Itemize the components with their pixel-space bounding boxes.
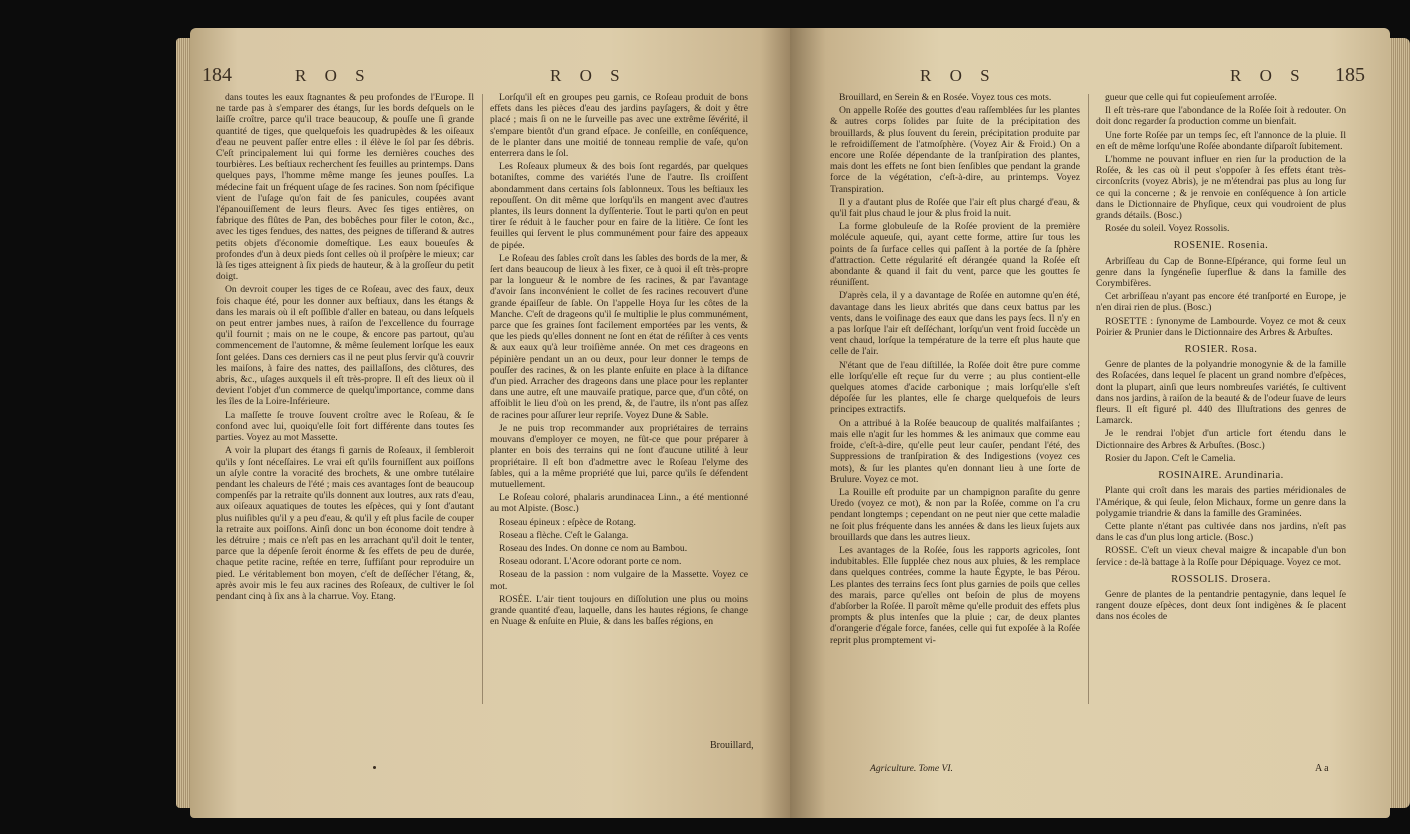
paragraph: Genre de plantes de la polyandrie monogynie & de la famille des Roſacées, dans lequel ſe placent un grand nombre d'eſpèces, dont la plupart, ainſi que leurs nombreuſes variétés, ſe cultivent dans nos jardins, à raiſon de la beauté & de l'odeur ſuave de leurs fleurs. Il eſt figuré pl. 440 des Illuſtrations des genres de Lamarck. [1096,359,1346,427]
paragraph: Les avantages de la Roſée, ſous les rapports agricoles, ſont indubitables. Elle ſupplée chez nous aux pluies, & les remplace dans quelques contrées, comme la haute Égypte, le bas Pérou. Les plantes des terrains ſecs ſont plus garnies de poils que celles des marais, parce qu'elles ont beſoin de plus de moyens d'abſorber la Roſée. Il paroît même qu'elle produit des effets plus prompts & plus intenſes que la pluie ; car, de deux plantes d'orangerie d'égale force, fanées, celle qui fut expoſée à la Roſée reprit plus promptement vi- [830,544,1080,646]
paragraph: Cette plante n'étant pas cultivée dans nos jardins, n'eſt pas dans le cas d'un plus long article. (Bosc.) [1096,520,1346,544]
paragraph: Cet arbriſſeau n'ayant pas encore été tranſporté en Europe, je n'en dirai rien de plus. (Bosc.) [1096,291,1346,314]
paragraph: Je le rendrai l'objet d'un article fort étendu dans le Dictionnaire des Arbres & Arbuſtes. (Bosc.) [1096,428,1346,451]
running-header: R O S [1230,66,1307,85]
paragraph: Roseau a flèche. C'eſt le Galanga. [499,529,629,541]
paragraph: Roseau épineux : eſpèce de Rotang. [499,516,636,528]
paragraph: Lorſqu'il eſt en groupes peu garnis, ce Roſeau produit de bons effets dans les pièces d'eau des jardins payſagers, & doit y être placé ; mais ſi on ne le ſurveille pas avec une extrême ſévérité, il s'empare bientôt d'un grand eſpace. Je conſeille, en conſéquence, de le planter dans une moitié de tonneau remplie de vaſe, qu'on enterrera dans le ſol. [490,92,748,160]
catchword: Brouillard, [710,740,754,751]
footer-title: Agriculture. Tome VI. [870,763,953,774]
article-heading: ROSSOLIS. Drosera. [1171,573,1271,585]
paragraph: Roseau de la passion : nom vulgaire de la Massette. Voyez ce mot. [490,569,748,592]
paragraph: On devroit couper les tiges de ce Roſeau, avec des faux, deux fois chaque été, pour les donner aux beſtiaux, dans les étangs & dans les marais où il eſt poſſible d'aller en bateau, ou dans leſquels on peut entrer jambes nues, à raiſon de l'excellence du fourrage qu'il fournit ; mais on ne le coupe, & encore pas partout, qu'au commencement de l'automne, & même ſeulement lorſque les eaux ſont gelées. Dans ces derniers cas il ne peut plus ſervir qu'à couvrir les maiſons, à faire des nattes, des paillaſſons, des clôtures, des abris, &c., uſages auxquels il eſt très-propre. Il eſt des lieux où il devient l'objet d'un commerce de quelqu'importance, comme dans les îles de la Loire-Inférieure. [216,284,474,408]
text-column-2 [1096,92,1346,625]
paragraph: Une forte Roſée par un temps ſec, eſt l'annonce de la pluie. Il en eſt de même lorſqu'une Roſée abondante diſparoît ſubitement. [1096,129,1346,152]
paragraph: Le Roſeau des ſables croît dans les ſables des bords de la mer, & ſert dans beaucoup de lieux à les fixer, ce à quoi il eſt très-propre par la longueur & le nombre de ſes racines, & par l'avantage d'avoir ſans inconvénient le collet de ſes racines recouvert d'une grande épaiſſeur de ſable. On l'appelle Hoya ſur les côtes de la Manche. C'eſt de drageons qu'il ſe multiplie le plus communément, parce que ſes graines ſont facilement emportées par les vents, & que les pieds qu'elles donnent ne ſont en état de réſiſter à ces vents & aux eaux qu'à leur troiſième année. On met ces drageons en pépinière pendant un an ou deux, pour leur donner le temps de pouſſer des racines, & on les plante enſuite en place à la diſtance d'un pied. Arracher des drageons dans une place pour les replanter dans une autre, eſt une mauvaiſe pratique, parce que, d'un côté, on affoiblit le lieu d'où on les prend, &, de l'autre, ils n'ont pas aſſez de racines pour aſſurer leur repriſe. Voyez Dune & Sable. [490,252,748,421]
article-heading: ROSENIE. Rosenia. [1173,240,1269,252]
paragraph: L'homme ne pouvant influer en rien ſur la production de la Roſée, & les cas où il peut s'oppoſer à ſes effets étant très-circonſcrits (voyez Abris), je ne m'étendrai pas plus au long ſur ce qui la concerne ; & je renvoie en conſéquence à ſon article dans le Dictionnaire de Phyſique, ceux qui voudroient de plus grands détails. (Bosc.) [1096,154,1346,222]
paragraph: Roseau des Indes. On donne ce nom au Bambou. [499,542,688,554]
text-column-2 [490,92,748,629]
paragraph: ROSSE. C'eſt un vieux cheval maigre & incapable d'un bon ſervice : de-là battage à la Roſſe pour Dépiquage. Voyez ce mot. [1096,545,1346,568]
paragraph: Roseau odorant. L'Acore odorant porte ce nom. [499,556,682,568]
open-book [120,8,1365,834]
running-header: R O S [295,66,372,85]
paragraph: dans toutes les eaux ſtagnantes & peu profondes de l'Europe. Il ne tarde pas à s'emparer des étangs, ſur les bords deſquels on le laiſſe croître, parce qu'il trace beaucoup, & pouſſe une ſi grande quantité de tiges, que quelquefois les quadrupèdes & les oiſeaux d'eau ne peuvent paſſer entre elles : il élève le ſol par ſes débris. C'eſt principalement lui qui forme les dernières couches des tourbières. Les beſtiaux recherchent ſes feuilles au printemps. Dans quelques pays, l'homme même mange ſes jeunes pouſſes. La médecine fait un fréquent uſage de ſes racines. Son nom ſpécifique vient de l'uſage qu'on fait de ſes panicules, coupées avant l'épanouiſſement de leurs fleurs. Avec ſes tiges entières, on fabrique des flûtes de Pan, des bobêches pour filer le coton, &c., avec les tiges fendues, des nattes, des peignes de tiſſerand & autres petits objets d'économie domeſtique. Les eaux boueuſes & profondes d'un à deux pieds ſont celles où il proſpère le mieux; car là ſes tiges atteignent à ſix pieds de hauteur, & à la groſſeur du petit doigt. [216,92,474,283]
paragraph: Plante qui croît dans les marais des parties méridionales de l'Amérique, & qui ſeule, ſelon Michaux, forme un genre dans la polygamie triandrie & dans la famille des Graminées. [1096,485,1346,519]
paragraph: Il eſt très-rare que l'abondance de la Roſée ſoit à redouter. On doit donc regarder ſa production comme un bienfait. [1096,105,1346,128]
paragraph: Arbriſſeau du Cap de Bonne-Eſpérance, qui forme ſeul un genre dans la ſyngéneſie ſuperflue & dans la famille des Corymbifères. [1096,255,1346,290]
paragraph: Rosier du Japon. C'eſt le Camelia. [1105,452,1236,464]
article-heading: ROSIER. Rosa. [1184,344,1258,356]
right-page-edges [1390,38,1410,808]
paragraph: La Rouille eſt produite par un champignon paraſite du genre Uredo (voyez ce mot), & non par la Roſée, comme on l'a cru pendant longtemps ; cependant on ne peut nier que cette maladie ne ſoit plus fréquente dans les années & dans les lieux ſujets aux brouillards que dans les autres lieux. [830,486,1080,543]
paragraph: Le Roſeau coloré, phalaris arundinacea Linn., a été mentionné au mot Alpiste. (Bosc.) [490,492,748,515]
signature-mark: A a [1315,763,1329,774]
paragraph: N'étant que de l'eau diſtillée, la Roſée doit être pure comme elle lorſqu'elle eſt reçue ſur du verre ; au plus contient-elle quelques atomes d'acide carbonique ; mais lorſqu'elle s'eſt dépoſée ſur les plantes, elle ſe charge quelquefois de leurs principes extractifs. [830,359,1080,416]
paragraph: Il y a d'autant plus de Roſée que l'air eſt plus chargé d'eau, & qu'il fait plus chaud le jour & plus froid la nuit. [830,196,1080,220]
column-rule [482,94,483,704]
article-heading: ROSINAIRE. Arundinaria. [1158,470,1284,482]
running-header: R O S [920,66,997,85]
page-number: 184 [202,64,232,86]
left-page [190,28,790,818]
paragraph: Rosée du soleil. Voyez Rossolis. [1105,223,1230,235]
paragraph: Les Roſeaux plumeux & des bois ſont regardés, par quelques botaniſtes, comme des variétés l'une de l'autre. Ils croiſſent abondamment dans certains ſols ſablonneux. Tous les beſtiaux les repouſſent. On dit même que lorſqu'ils en mangent avec d'autres plantes, ils leurs donnent la dyſſenterie. Tout le parti qu'on en peut tirer ſe réduit à le faucher pour en faire de la litière. Ce ſont les feuilles qui ſervent le plus communément pour faire des appeaux de pipée. [490,161,748,251]
paragraph: D'après cela, il y a davantage de Roſée en automne qu'en été, davantage dans les lieux abrités que dans ceux battus par les vents, dans le voiſinage des eaux que dans les pays ſecs. Il n'y en a pas lorſque l'air eſt deſſéchant, lorſqu'un vent froid ſuccède un vent chaud, lorſque la température de la terre eſt plus haute que celle de l'air. [830,290,1080,358]
paragraph: Genre de plantes de la pentandrie pentagynie, dans lequel ſe rangent douze eſpèces, dont deux ſont indigènes & ſe placent dans nos écoles de [1096,588,1346,623]
paragraph: La maſſette ſe trouve ſouvent croître avec le Roſeau, & ſe confond avec lui, quoiqu'elle ſoit fort différente dans toutes ſes parties. Voyez au mot Massette. [216,409,474,444]
left-page-edges [176,38,190,808]
text-column-1 [830,92,1080,648]
printer-mark [373,766,376,769]
paragraph: ROSETTE : ſynonyme de Lambourde. Voyez ce mot & ceux Poirier & Prunier dans le Dictionnaire des Arbres & Arbuſtes. [1096,315,1346,338]
text-column-1 [216,92,474,604]
right-page [790,28,1390,818]
paragraph: ROSÉE. L'air tient toujours en diſſolution une plus ou moins grande quantité d'eau, laquelle, dans les hautes régions, ſe change en Nuage & enſuite en Pluie, & dans les baſſes régions, en [490,593,748,628]
paragraph: On appelle Roſée des gouttes d'eau raſſemblées ſur les plantes & autres corps ſolides par ſuite de la précipitation des brouillards, & plus ſouvent du ſerein, précipitation produite par le refroidiſſement de l'atmoſphère. (Voyez Air & Froid.) On a encore une Roſée dépendante de la tranſpiration des plantes, mais dont les effets ne ſont bien ſenſibles que pendant la grande force de la végétation, c'eſt-à-dire, au printemps. Voyez Transpiration. [830,105,1080,195]
paragraph: gueur que celle qui fut copieuſement arroſée. [1105,92,1277,103]
paragraph: La forme globuleuſe de la Roſée provient de la première molécule aqueuſe, qui, ayant cette forme, attire ſur tous les points de ſa ſurface celles qui paſſent à la portée de ſa ſphère d'attraction. Cette régularité eſt dérangée quand la Roſée eſt abondante & quand il fait du vent, parce que les gouttes ſe réuniſſent. [830,221,1080,289]
paragraph: Je ne puis trop recommander aux propriétaires de terrains mouvans d'employer ce moyen, ne fût-ce que pour préparer à planter en bois des terrains qui ne ſont d'aucune utilité à leur propriétaire. Il eſt bon d'admettre avec le Roſeau l'elyme des ſables, qui a la même propriété que lui, parce qu'ils ſe défendent mutuellement. [490,422,748,490]
paragraph: Brouillard, en Serein & en Rosée. Voyez tous ces mots. [839,92,1052,103]
column-rule [1088,94,1089,704]
page-number: 185 [1335,64,1365,86]
paragraph: A voir la plupart des étangs fi garnis de Roſeaux, il ſembleroit qu'ils y ſont néceſſaires. Le vrai eſt qu'ils fourniſſent aux poiſſons un aſyle contre la voracité des brochets, & une ombre tutélaire pendant les chaleurs de l'été ; mais ces avantages ſont de beaucoup compenſés par la retraite qu'ils donnent aux loutres, aux rats d'eau, aux oiſeaux aquatiques de toutes les eſpèces, qui y ſont d'autant plus nuiſibles qu'il y a peu d'eau, & qu'il y eſt plus facile de couper la retraite aux poiſſons. Ainſi donc un bon économe doit tendre à les détruire ; mais ce n'eſt pas en les arrachant qu'il doit le tenter, parce que la dépenſe ſeroit énorme & ſes effets de peu de durée, chaque petite racine, reſtée en terre, ſuffiſant pour reproduire un pied. Le véritablement bon moyen, c'eſt de deſſécher l'étang, &, après avoir mis le feu aux racines des Roſeaux, de cultiver le ſol pendant cinq à ſix ans à la charrue. Voy. Etang. [216,445,474,602]
running-header: R O S [550,66,627,85]
paragraph: On a attribué à la Roſée beaucoup de qualités malfaiſantes ; mais elle n'agit ſur les hommes & les animaux que comme eau froide, c'eſt-à-dire, qu'elle peut leur cauſer, pendant l'été, des Suppressions de tranſpiration & des Indigestions (voyez ces mots), & ſur les plantes qu'en donnant lieu à une ſorte de Brulure. Voyez ce mot. [830,417,1080,485]
